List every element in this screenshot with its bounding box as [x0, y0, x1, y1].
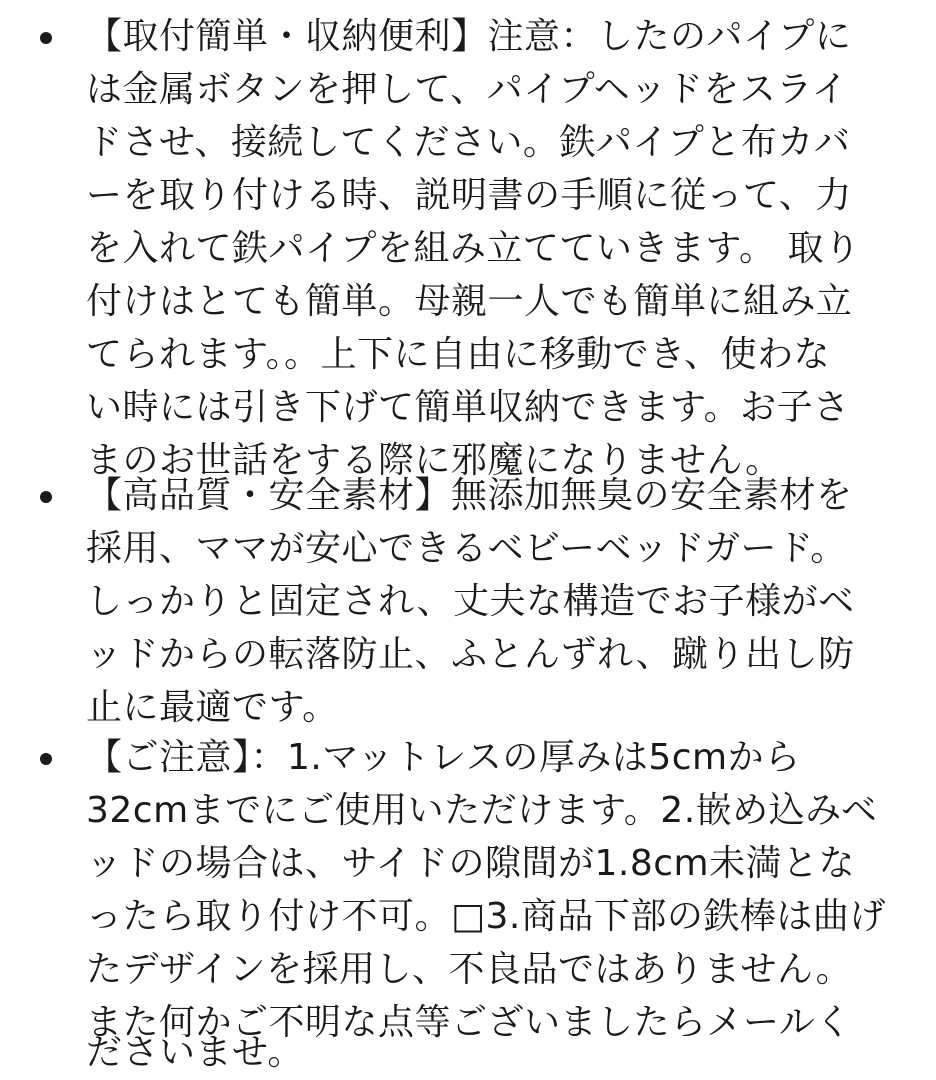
text-line: てられます。。上下に自由に移動でき、使わな — [86, 334, 831, 375]
text-line: ッドの場合は、サイドの隙間が1.8cm未満とな — [86, 843, 856, 884]
text-line: まのお世話をする際に邪魔になりません。 — [86, 440, 782, 481]
bullet-dot-icon — [40, 491, 52, 503]
text-line: い時には引き下げて簡単収納できます。お子さ — [86, 387, 850, 428]
text-line: 32cmまでにご使用いただけます。2.嵌め込みベ — [86, 790, 878, 831]
text-line: 付けはとても簡単。母親一人でも簡単に組み立 — [86, 281, 853, 322]
text-line: を入れて鉄パイプを組み立てていきます。 取り — [86, 228, 861, 269]
bullet-dot-icon — [40, 32, 52, 44]
text-line: は金属ボタンを押して、パイプヘッドをスライ — [86, 69, 849, 110]
text-line: 【高品質・安全素材】無添加無臭の安全素材を — [86, 475, 853, 516]
text-line: ーを取り付ける時、説明書の手順に従って、力 — [86, 175, 852, 216]
text-line: ドさせ、接続してください。鉄パイプと布カバ — [86, 122, 851, 163]
text-line: しっかりと固定され、丈夫な構造でお子様がベ — [86, 581, 855, 622]
text-line: たデザインを採用し、不良品ではありません。 — [86, 949, 853, 990]
text-line: 【取付簡単・収納便利】注意：したのパイプに — [86, 16, 852, 57]
text-line: また何かご不明な点等ございましたらメールく — [86, 1002, 852, 1043]
text-line: 採用、ママが安心できるベビーベッドガード。 — [86, 528, 847, 569]
text-line: ださいませ。 — [86, 1032, 304, 1073]
text-line: ッドからの転落防止、ふとんずれ、蹴り出し防 — [86, 634, 855, 675]
text-line: ったら取り付け不可。□3.商品下部の鉄棒は曲げ — [86, 896, 886, 937]
bullet-dot-icon — [40, 753, 52, 765]
text-line: 止に最適です。 — [86, 687, 339, 728]
text-line: 【ご注意】：1.マットレスの厚みは5cmから — [86, 737, 801, 778]
